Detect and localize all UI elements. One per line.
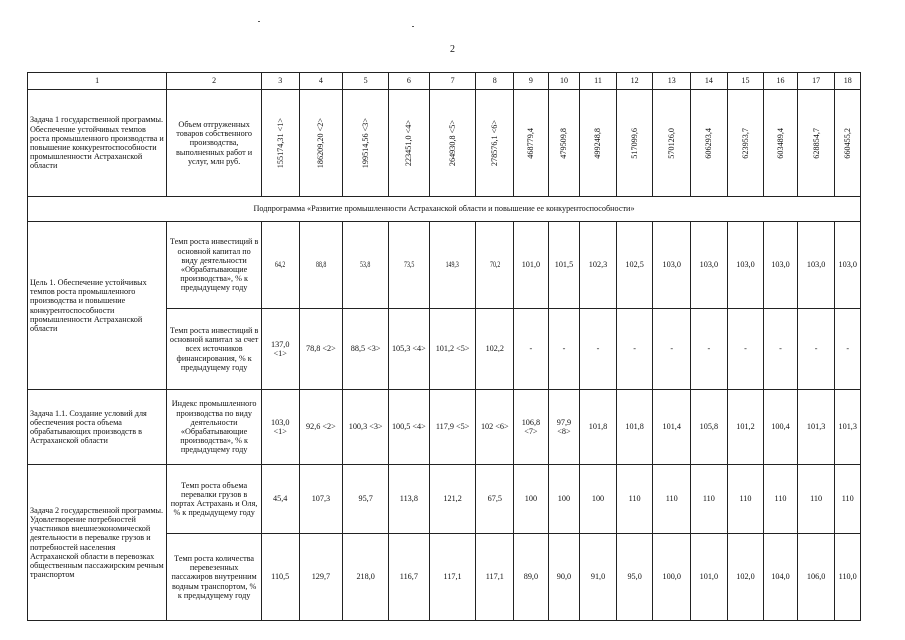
- value-cell: 88,8: [315, 260, 327, 270]
- value-cell: 103,0: [653, 222, 691, 309]
- value-cell: 102 <6>: [476, 390, 514, 465]
- header-cell: 5: [343, 73, 389, 90]
- header-cell: 17: [797, 73, 835, 90]
- header-cell: 2: [167, 73, 262, 90]
- task-cell: Задача 2 государственной программы. Удовлетворение потребностей участников внешнеэкономической деятельности в перевалке грузов и потребностей населения Астраханской области в перевозках общественным пассажирским речным транспортом: [28, 465, 167, 621]
- value-cell: 101,4: [653, 390, 691, 465]
- indicators-table: [27, 72, 861, 621]
- header-cell: 16: [764, 73, 798, 90]
- value-cell: 110: [691, 465, 728, 534]
- value-cell: 103,0: [764, 222, 798, 309]
- value-cell: 101,2: [727, 390, 764, 465]
- value-cell: -: [727, 309, 764, 390]
- task-cell: Задача 1.1. Создание условий для обеспечения роста объема обрабатывающих производств в Астраханской области: [28, 390, 167, 465]
- value-cell: 103,0: [727, 222, 764, 309]
- value-cell: 102,0: [727, 534, 764, 621]
- value-cell: 102,5: [616, 222, 653, 309]
- task2-row-a: [28, 465, 861, 534]
- value-cell: 218,0: [343, 534, 389, 621]
- header-cell: 3: [261, 73, 299, 90]
- value-cell: 499248,8: [593, 127, 603, 159]
- value-cell: 101,3: [797, 390, 835, 465]
- value-cell: 45,4: [261, 465, 299, 534]
- goal-cell: Цель 1. Обеспечение устойчивых темпов роста промышленного производства и повышение конкурентоспособности промышленности Астраханской области: [28, 222, 167, 390]
- value-cell: 100,5 <4>: [389, 390, 430, 465]
- value-cell: 106,8 <7>: [514, 390, 549, 465]
- header-cell: 11: [580, 73, 617, 90]
- value-cell: 110: [764, 465, 798, 534]
- value-cell: -: [835, 309, 861, 390]
- value-cell: 67,5: [476, 465, 514, 534]
- scan-speck: [258, 21, 260, 22]
- value-cell: 623953,7: [740, 127, 750, 159]
- value-cell: 95,7: [343, 465, 389, 534]
- indicator-cell: Темп роста инвестиций в основной капитал по виду деятельности «Обрабатывающие производства», % к предыдущему году: [167, 222, 262, 309]
- value-cell: 102,2: [476, 309, 514, 390]
- value-cell: 88,5 <3>: [343, 309, 389, 390]
- value-cell: -: [764, 309, 798, 390]
- value-cell: 105,3 <4>: [389, 309, 430, 390]
- value-cell: 186209,20 <2>: [316, 117, 326, 169]
- header-cell: 6: [389, 73, 430, 90]
- value-cell: 100,0: [653, 534, 691, 621]
- value-cell: -: [653, 309, 691, 390]
- value-cell: 110: [616, 465, 653, 534]
- task1-row: [28, 90, 861, 197]
- value-cell: -: [691, 309, 728, 390]
- value-cell: -: [514, 309, 549, 390]
- header-cell: 4: [299, 73, 343, 90]
- value-cell: 606293,4: [704, 127, 714, 159]
- value-cell: 100,4: [764, 390, 798, 465]
- header-cell: 7: [429, 73, 476, 90]
- value-cell: 110: [653, 465, 691, 534]
- value-cell: 103,0: [797, 222, 835, 309]
- value-cell: 103,0: [835, 222, 861, 309]
- header-cell: 9: [514, 73, 549, 90]
- header-cell: 8: [476, 73, 514, 90]
- header-cell: 18: [835, 73, 861, 90]
- subprogram-title: Подпрограмма «Развитие промышленности Астраханской области и повышение ее конкурентоспособности»: [28, 197, 861, 222]
- value-cell: 101,3: [835, 390, 861, 465]
- value-cell: 137,0 <1>: [261, 309, 299, 390]
- header-cell: 15: [727, 73, 764, 90]
- value-cell: 468779,4: [526, 127, 536, 159]
- value-cell: 101,0: [514, 222, 549, 309]
- value-cell: 101,0: [691, 534, 728, 621]
- value-cell: 660455,2: [843, 127, 853, 159]
- value-cell: 101,2 <5>: [429, 309, 476, 390]
- value-cell: 570126,0: [667, 127, 677, 159]
- goal1-row-a: [28, 222, 861, 309]
- scan-speck: [412, 26, 414, 27]
- value-cell: 110: [797, 465, 835, 534]
- value-cell: 101,8: [580, 390, 617, 465]
- value-cell: 117,1: [476, 534, 514, 621]
- value-cell: 95,0: [616, 534, 653, 621]
- value-cell: 100: [514, 465, 549, 534]
- value-cell: 129,7: [299, 534, 343, 621]
- value-cell: 92,6 <2>: [299, 390, 343, 465]
- value-cell: 121,2: [429, 465, 476, 534]
- value-cell: 100: [580, 465, 617, 534]
- indicator-cell: Темп роста инвестиций в основной капитал за счет всех источников финансирования, % к предыдущему году: [167, 309, 262, 390]
- value-cell: 110: [835, 465, 861, 534]
- value-cell: 70,2: [489, 260, 500, 270]
- page-number: 2: [450, 44, 455, 55]
- value-cell: 116,7: [389, 534, 430, 621]
- value-cell: 89,0: [514, 534, 549, 621]
- value-cell: 106,0: [797, 534, 835, 621]
- value-cell: 517099,6: [630, 127, 640, 159]
- value-cell: 103,0 <1>: [261, 390, 299, 465]
- header-cell: 12: [616, 73, 653, 90]
- header-row: [28, 73, 861, 90]
- header-cell: 13: [653, 73, 691, 90]
- subprogram-row: [28, 197, 861, 222]
- indicator-cell: Объем отгруженных товаров собственного производства, выполненных работ и услуг, млн руб.: [167, 90, 262, 197]
- value-cell: 103,0: [691, 222, 728, 309]
- value-cell: 97,9 <8>: [548, 390, 580, 465]
- value-cell: 479509,8: [559, 127, 569, 159]
- value-cell: 110,5: [261, 534, 299, 621]
- value-cell: 628854,7: [811, 127, 821, 159]
- indicator-cell: Темп роста объема перевалки грузов в портах Астрахань и Оля, % к предыдущему году: [167, 465, 262, 534]
- header-cell: 10: [548, 73, 580, 90]
- value-cell: 105,8: [691, 390, 728, 465]
- value-cell: 78,8 <2>: [299, 309, 343, 390]
- value-cell: 73,5: [403, 260, 415, 270]
- value-cell: 199514,56 <3>: [361, 117, 371, 169]
- value-cell: -: [548, 309, 580, 390]
- indicator-cell: Темп роста количества перевезенных пассажиров внутренним водным транспортом, % к предыдущему году: [167, 534, 262, 621]
- value-cell: 110,0: [835, 534, 861, 621]
- value-cell: 101,5: [548, 222, 580, 309]
- value-cell: -: [580, 309, 617, 390]
- value-cell: 100: [548, 465, 580, 534]
- value-cell: 91,0: [580, 534, 617, 621]
- header-cell: 1: [28, 73, 167, 90]
- value-cell: 102,3: [580, 222, 617, 309]
- header-cell: 14: [691, 73, 728, 90]
- value-cell: 117,9 <5>: [429, 390, 476, 465]
- value-cell: 90,0: [548, 534, 580, 621]
- task11-row: [28, 390, 861, 465]
- task-cell: Задача 1 государственной программы. Обеспечение устойчивых темпов роста промышленного производства и повышение конкурентоспособности промышленности Астраханской области: [28, 90, 167, 197]
- value-cell: 223451,0 <4>: [404, 119, 414, 167]
- value-cell: 113,8: [389, 465, 430, 534]
- value-cell: 155174,31 <1>: [275, 117, 285, 169]
- indicator-cell: Индекс промышленного производства по виду деятельности «Обрабатывающие производства», % к предыдущему году: [167, 390, 262, 465]
- value-cell: 603489,4: [775, 127, 785, 159]
- value-cell: 110: [727, 465, 764, 534]
- value-cell: 100,3 <3>: [343, 390, 389, 465]
- value-cell: 117,1: [429, 534, 476, 621]
- value-cell: 101,8: [616, 390, 653, 465]
- value-cell: 104,0: [764, 534, 798, 621]
- value-cell: 149,3: [445, 260, 460, 270]
- value-cell: 64,2: [275, 260, 286, 270]
- value-cell: -: [616, 309, 653, 390]
- value-cell: 107,3: [299, 465, 343, 534]
- value-cell: -: [797, 309, 835, 390]
- value-cell: 53,8: [360, 260, 371, 270]
- value-cell: 278576,1 <6>: [490, 119, 500, 167]
- value-cell: 264930,8 <5>: [448, 119, 457, 167]
